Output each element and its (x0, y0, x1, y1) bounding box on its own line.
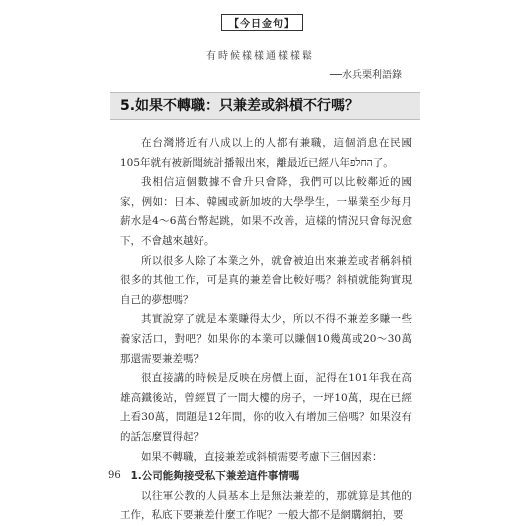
quote-text: 有時候樣樣通樣樣鬆 (206, 51, 314, 62)
paragraph: 所以很多人除了本業之外，就會被迫出來兼差或者稱斜槓很多的其他工作，可是真的兼差會比較好嗎？斜槓就能夠實現自己的夢想嗎？ (120, 254, 412, 306)
body-text (120, 134, 412, 526)
subheading: 1.公司能夠接受私下兼差這件事情嗎 (130, 470, 300, 483)
paragraph: 如果不轉職，直接兼差或斜槓需要考慮下三個因素： (141, 450, 383, 463)
paragraph: 以往軍公教的人員基本上是無法兼差的，那就算是其他的工作，私底下要兼差什麼工作呢？一般大都不是網購網拍，要 (120, 489, 412, 522)
page-number: 96 (108, 470, 121, 481)
quote-box-title: 【今日金句】 (221, 14, 303, 31)
paragraph: 我相信這個數據不會升只會降，我們可以比較鄰近的國家，例如：日本、韓國或新加坡的大學學生，一畢業至少每月薪水是4～6萬台幣起跳，如果不改善，這樣的情況只會每況愈下，不會越來越好。 (120, 176, 412, 247)
paragraph: 在台灣將近有八成以上的人都有兼職，這個消息在民國105年就有被新聞統計播報出來，離最近已經八年החלפ了。 (120, 137, 412, 169)
paragraph: 其實說穿了就是本業賺得太少，所以不得不兼差多賺一些養家活口，對吧？如果你的本業可以賺個10幾萬或20～30萬那還需要兼差嗎？ (120, 313, 412, 365)
section-heading: 5.如果不轉職：只兼差或斜槓不行嗎？ (120, 98, 360, 114)
quote-author: ──水兵栗利語錄 (329, 70, 402, 81)
paragraph: 很直接講的時候是反映在房價上面，記得在101年我在高雄高鐵後站，曾經買了一間大樓的房子，一坪10萬，現在已經上看30萬，問題是12年間，你的收入有增加三倍嗎？如果沒有的話怎麼買得起？ (120, 372, 412, 443)
